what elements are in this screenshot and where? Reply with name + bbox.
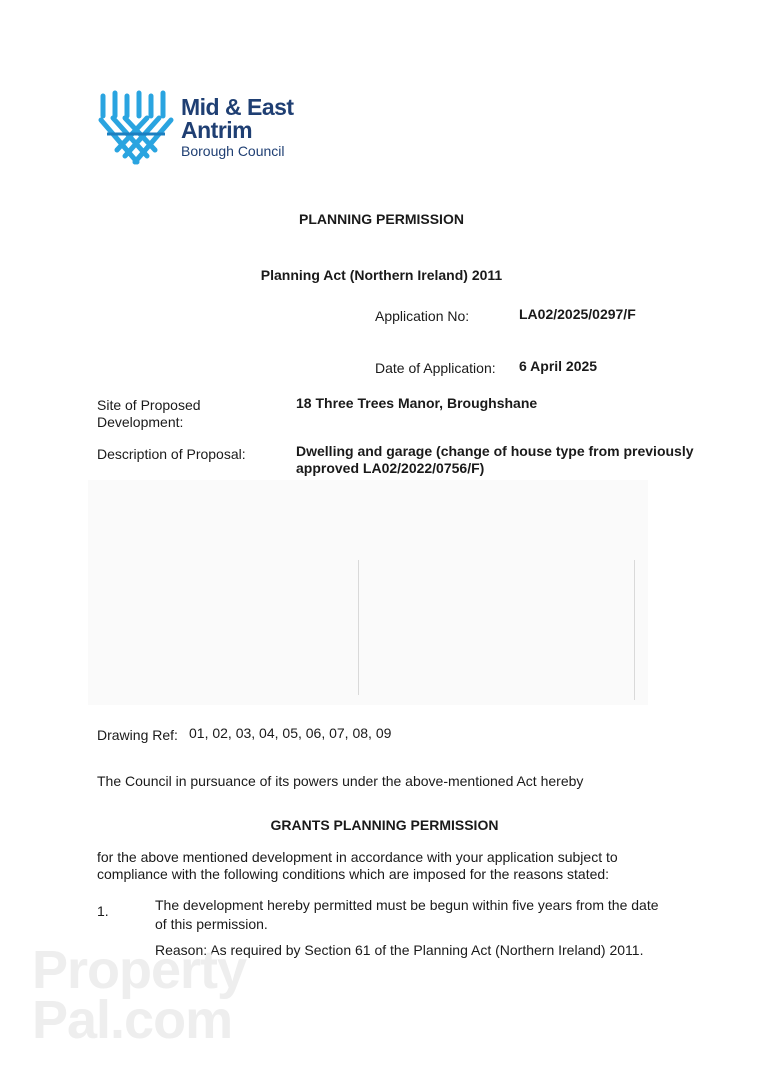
- redaction-line-right: [634, 560, 635, 700]
- application-no-label: Application No:: [375, 308, 470, 324]
- watermark: [32, 940, 247, 1050]
- site-label-line2: Development:: [97, 414, 184, 430]
- logo-line1: Mid & East: [181, 94, 294, 120]
- intro-text: The Council in pursuance of its powers under the above-mentioned Act hereby: [97, 773, 584, 789]
- grants-heading: GRANTS PLANNING PERMISSION: [270, 817, 499, 833]
- condition-reason: Reason: As required by Section 61 of the Planning Act (Northern Ireland) 2011.: [155, 942, 644, 958]
- condition-text-line2: of this permission.: [155, 916, 268, 932]
- redacted-section: [88, 480, 648, 705]
- application-date-value: 6 April 2025: [519, 358, 598, 374]
- council-logo: [97, 90, 297, 170]
- site-value: 18 Three Trees Manor, Broughshane: [296, 395, 538, 411]
- conditions-intro-line1: for the above mentioned development in accordance with your application subject to: [97, 849, 618, 865]
- application-no-value: LA02/2025/0297/F: [519, 306, 636, 322]
- condition-text-line1: The development hereby permitted must be begun within five years from the date: [155, 897, 659, 913]
- watermark-line1: Property: [32, 940, 247, 1000]
- proposal-label: Description of Proposal:: [97, 446, 246, 462]
- application-date-label: Date of Application:: [375, 360, 496, 376]
- conditions-intro-line2: compliance with the following conditions which are imposed for the reasons stated:: [97, 866, 610, 882]
- watermark-line2: Pal.com: [32, 990, 233, 1050]
- logo-line2: Antrim: [181, 117, 253, 143]
- act-title: Planning Act (Northern Ireland) 2011: [260, 267, 503, 283]
- proposal-value-line2: approved LA02/2022/0756/F): [296, 460, 485, 476]
- site-label-line1: Site of Proposed: [97, 397, 201, 413]
- condition-number: 1.: [97, 903, 109, 919]
- drawing-ref-label: Drawing Ref:: [97, 727, 178, 743]
- document-title: PLANNING PERMISSION: [299, 211, 464, 227]
- redaction-line-left: [358, 560, 359, 695]
- proposal-value-line1: Dwelling and garage (change of house type from previously: [296, 443, 694, 459]
- council-emblem-icon: [97, 90, 175, 168]
- logo-line3: Borough Council: [181, 143, 285, 159]
- drawing-ref-value: 01, 02, 03, 04, 05, 06, 07, 08, 09: [189, 725, 392, 741]
